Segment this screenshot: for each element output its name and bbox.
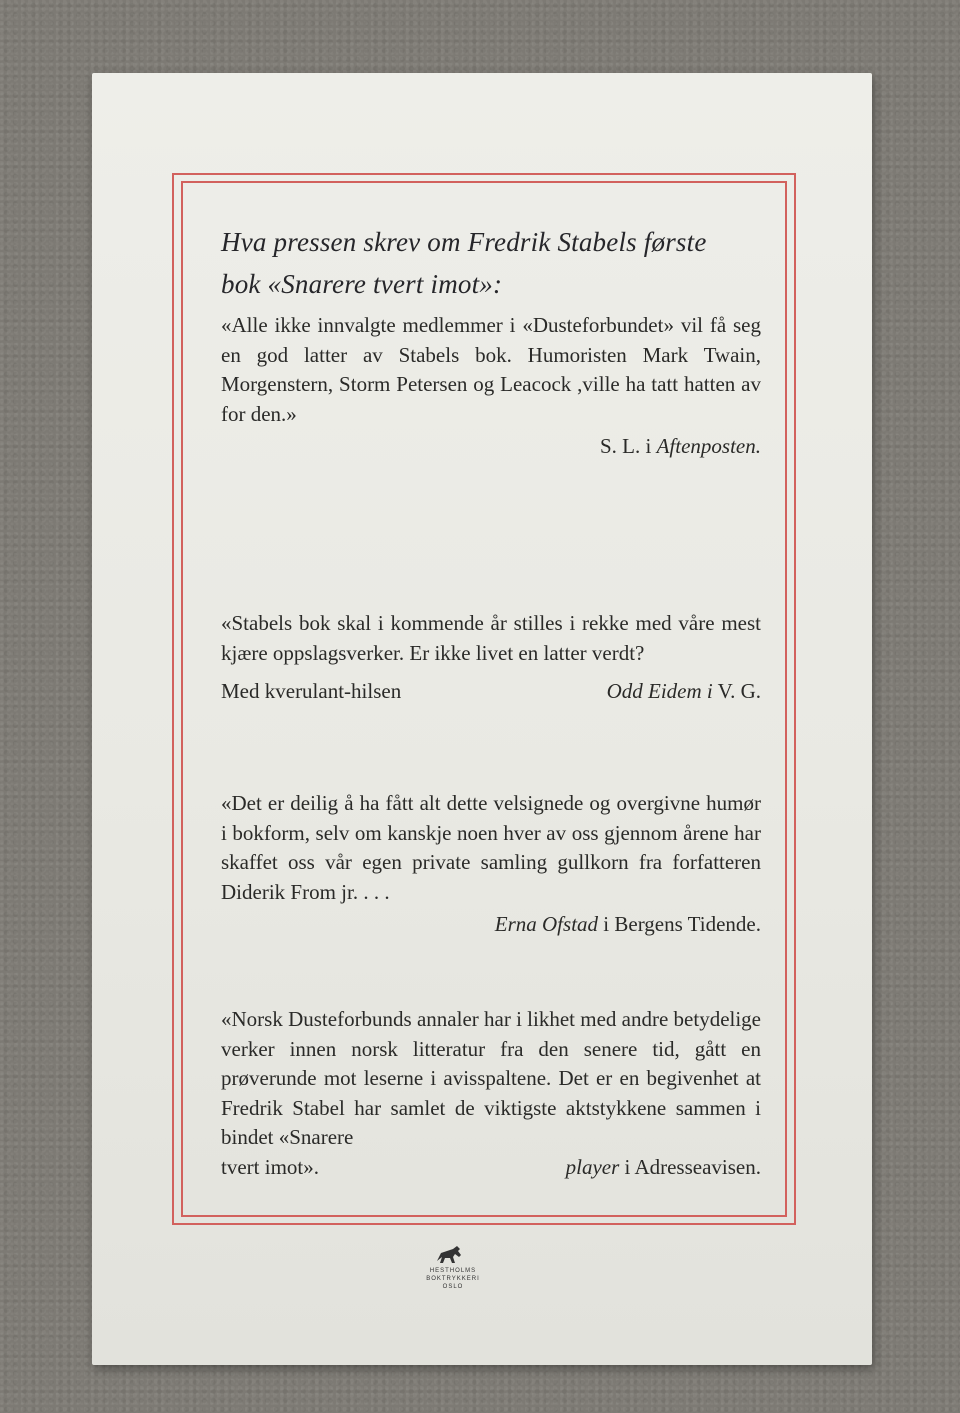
quote-4-last-line: tvert imot». [221,1154,319,1179]
horse-icon [433,1243,467,1267]
quote-2-source [607,676,761,706]
quote-4-text: «Norsk Dusteforbunds annaler har i likhet med andre betydelige verker innen norsk litteratur fra den senere tid, gått en prøverunde mot leserne i avisspaltene. Det er en begivenhet at Fredrik Stabel har samlet de viktigste aktstykkene sammen i bindet «Snarere [221,1007,762,1149]
quote-4 [221,1005,761,1182]
publisher-subtitle: BOKTRYKKERI [426,1276,480,1282]
quote-2-publication: V. G. [717,679,761,703]
quote-4-publication: i Adresseavisen. [624,1154,761,1179]
quote-3-author: Erna Ofstad [494,912,599,936]
quote-1-publication: Aftenposten. [656,434,761,458]
quote-1-text: «Alle ikke innvalgte medlemmer i «Dusteforbundet» vil få seg en god latter av Stabels bok. Humoristen Mark Twain, Morgenstern, Storm Petersen og Leacock ,ville ha tatt hatten av for den.» [221,313,761,426]
publisher-city: OSLO [442,1284,464,1290]
heading-line-1: Hva pressen skrev om Fredrik Stabels første [221,227,707,257]
quote-3 [221,789,761,939]
quote-1-source [221,431,761,461]
book-back-cover [92,73,872,1365]
quote-2-greeting: Med kverulant-hilsen [221,679,402,703]
publisher-name: HESTHOLMS [429,1268,477,1274]
quote-4-footer [221,1153,761,1183]
quote-2-author: Odd Eidem i [606,679,713,703]
quote-2 [221,609,761,706]
quote-4-author: player [565,1154,620,1179]
heading-line-2: bok «Snarere tvert imot»: [221,269,503,299]
quote-3-source [221,909,761,939]
heading [221,221,761,305]
quote-2-footer [221,676,761,706]
quote-3-publication: i Bergens Tidende. [603,912,761,936]
quote-1-author: S. L. i [600,434,652,458]
quote-1 [221,311,761,461]
publisher-logo [400,1243,500,1303]
quote-2-text: «Stabels bok skal i kommende år stilles i rekke med våre mest kjære oppslagsverker. Er ikke livet en latter verdt? [221,611,761,665]
cover-text [221,221,762,1179]
quote-3-text: «Det er deilig å ha fått alt dette velsignede og overgivne humør i bokform, selv om kanskje noen hver av oss gjennom årene har skaffet oss vår egen private samling gullkorn fra forfatteren Diderik From jr. . . . [221,791,761,904]
quote-4-source [566,1153,761,1183]
